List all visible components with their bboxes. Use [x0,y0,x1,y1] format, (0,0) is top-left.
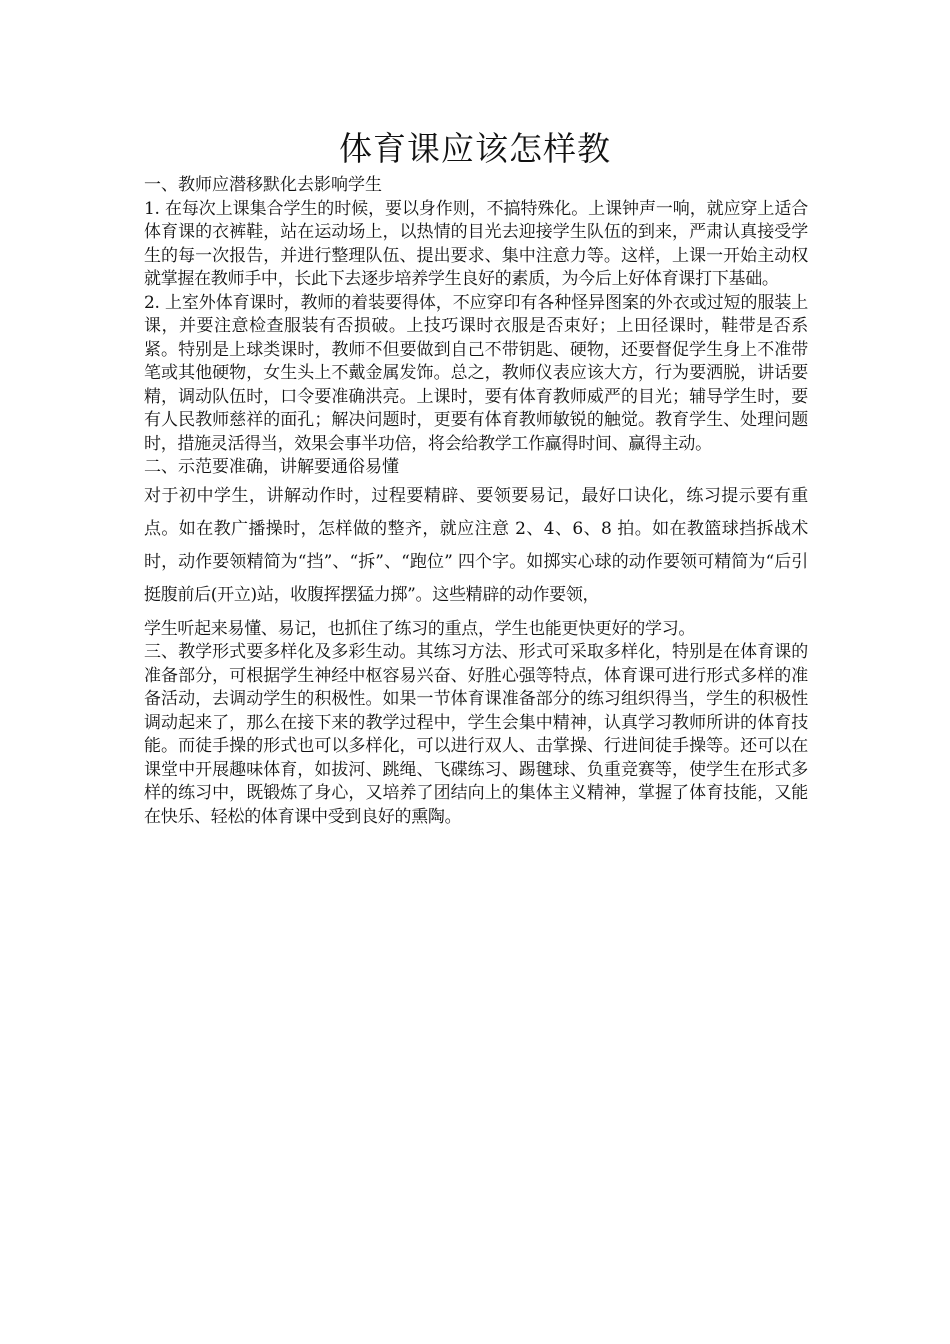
section-1-paragraph-1: 1. 在每次上课集合学生的时候，要以身作则，不搞特殊化。上课钟声一响，就应穿上适合体育课的衣裤鞋，站在运动场上，以热情的目光去迎接学生队伍的到来，严肃认真接受学生的每一次报告，并进行整理队伍、提出要求、集中注意力等。这样，上课一开始主动权就掌握在教师手中，长此下去逐步培养学生良好的素质，为今后上好体育课打下基础。 [144,198,808,289]
section-3-paragraph: 三、教学形式要多样化及多彩生动。其练习方法、形式可采取多样化，特别是在体育课的准备部分，可根据学生神经中枢容易兴奋、好胜心强等特点，体育课可进行形式多样的准备活动，去调动学生的积极性。如果一节体育课准备部分的练习组织得当，学生的积极性调动起来了，那么在接下来的教学过程中，学生会集中精神，认真学习教师所讲的体育技能。而徒手操的形式也可以多样化，可以进行双人、击掌操、行进间徒手操等。还可以在课堂中开展趣味体育，如拔河、跳绳、飞碟练习、踢毽球、负重竞赛等，使学生在形式多样的练习中，既锻炼了身心，又培养了团结向上的集体主义精神，掌握了体育技能，又能在快乐、轻松的体育课中受到良好的熏陶。 [144,642,808,827]
section-2-heading: 二、示范要准确，讲解要通俗易懂 [144,457,399,477]
document-body [144,174,808,829]
section-1-paragraph-2: 2. 上室外体育课时，教师的着装要得体，不应穿印有各种怪异图案的外衣或过短的服装上课，并要注意检查服装有否损破。上技巧课时衣服是否束好；上田径课时，鞋带是否系紧。特别是上球类课时，教师不但要做到自己不带钥匙、硬物，还要督促学生身上不准带笔或其他硬物，女生头上不戴金属发饰。总之，教师仪表应该大方，行为要洒脱，讲话要精，调动队伍时，口令要准确洪亮。上课时，要有体育教师威严的目光；辅导学生时，要有人民教师慈祥的面孔；解决问题时，更要有体育教师敏锐的触觉。教育学生、处理问题时，措施灵活得当，效果会事半功倍，将会给教学工作赢得时间、赢得主动。 [144,292,808,454]
document-title: 体育课应该怎样教 [339,129,611,168]
section-2-paragraph-1: 对于初中学生，讲解动作时，过程要精辟、要领要易记，最好口诀化，练习提示要有重点。如在教广播操时，怎样做的整齐，就应注意 2、4、6、8 拍。如在教篮球挡拆战术时，动作要领精简为“挡”、“拆”、“跑位” 四个字。如掷实心球的动作要领可精简为“后引挺腹前后(开立)站，收腹挥摆猛力掷”。这些精辟的动作要领， [144,485,808,605]
section-1-heading: 一、教师应潜移默化去影响学生 [144,175,382,195]
section-2-paragraph-2: 学生听起来易懂、易记，也抓住了练习的重点，学生也能更快更好的学习。 [144,618,696,639]
